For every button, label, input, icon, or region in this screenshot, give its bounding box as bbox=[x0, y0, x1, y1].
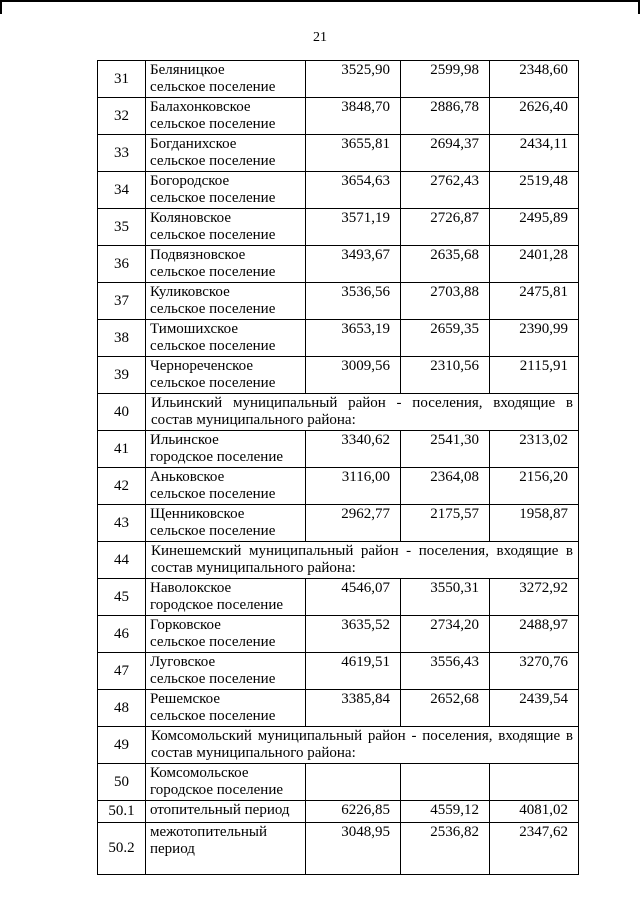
settlement-name-line2: сельское поселение bbox=[150, 375, 276, 391]
row-number-cell: 50.2 bbox=[98, 823, 146, 875]
settlement-name-line1: Горковское bbox=[150, 617, 221, 633]
tariff-value-cell: 4619,51 bbox=[306, 653, 401, 690]
row-number-cell: 45 bbox=[98, 579, 146, 616]
settlement-name-line2: городское поселение bbox=[150, 597, 284, 613]
tariff-value-cell: 2488,97 bbox=[490, 616, 579, 653]
table-row bbox=[98, 823, 579, 875]
tariff-value-cell: 3272,92 bbox=[490, 579, 579, 616]
settlement-name-cell bbox=[146, 653, 306, 690]
tariff-value-cell: 3525,90 bbox=[306, 61, 401, 98]
settlement-name-cell bbox=[146, 468, 306, 505]
tariff-value-cell: 2694,37 bbox=[401, 135, 490, 172]
tariff-value-cell: 2348,60 bbox=[490, 61, 579, 98]
settlement-name-line1: Богородское bbox=[150, 173, 230, 189]
tariff-value-cell: 3270,76 bbox=[490, 653, 579, 690]
table-row bbox=[98, 542, 579, 579]
tariff-value-cell: 2659,35 bbox=[401, 320, 490, 357]
row-number-cell: 43 bbox=[98, 505, 146, 542]
settlement-name-cell bbox=[146, 357, 306, 394]
row-number-cell: 50 bbox=[98, 764, 146, 801]
settlement-name-line1: Луговское bbox=[150, 654, 216, 670]
tariff-value-cell: 3009,56 bbox=[306, 357, 401, 394]
tariff-value-cell: 6226,85 bbox=[306, 801, 401, 823]
table-row bbox=[98, 616, 579, 653]
tariff-value-cell: 2762,43 bbox=[401, 172, 490, 209]
settlement-name-line1: отопительный период bbox=[150, 802, 290, 818]
row-number-cell: 40 bbox=[98, 394, 146, 431]
table-row bbox=[98, 357, 579, 394]
tariff-value-cell: 2536,82 bbox=[401, 823, 490, 875]
settlement-name-line1: Куликовское bbox=[150, 284, 230, 300]
tariff-value-cell: 3653,19 bbox=[306, 320, 401, 357]
tariff-value-cell: 2626,40 bbox=[490, 98, 579, 135]
tariff-value-cell: 4559,12 bbox=[401, 801, 490, 823]
tariff-value-cell: 2962,77 bbox=[306, 505, 401, 542]
page-edge-left-tick bbox=[0, 0, 2, 14]
tariff-value-cell: 2635,68 bbox=[401, 246, 490, 283]
settlement-name-line2: сельское поселение bbox=[150, 338, 276, 354]
tariff-value-cell: 3116,00 bbox=[306, 468, 401, 505]
settlement-name-line1: Тимошихское bbox=[150, 321, 238, 337]
tariff-value-cell: 1958,87 bbox=[490, 505, 579, 542]
table-row bbox=[98, 98, 579, 135]
row-number-cell: 36 bbox=[98, 246, 146, 283]
table-row bbox=[98, 61, 579, 98]
settlement-name-line2: сельское поселение bbox=[150, 708, 276, 724]
tariff-value-cell: 2347,62 bbox=[490, 823, 579, 875]
settlement-name-line2: сельское поселение bbox=[150, 227, 276, 243]
tariff-value-cell: 3340,62 bbox=[306, 431, 401, 468]
settlement-name-line2: сельское поселение bbox=[150, 79, 276, 95]
tariff-value-cell: 2364,08 bbox=[401, 468, 490, 505]
row-number-cell: 37 bbox=[98, 283, 146, 320]
tariff-value-cell: 2475,81 bbox=[490, 283, 579, 320]
settlement-name-line2: сельское поселение bbox=[150, 116, 276, 132]
tariff-value-cell bbox=[401, 764, 490, 801]
settlement-name-line1: Балахонковское bbox=[150, 99, 251, 115]
row-number-cell: 42 bbox=[98, 468, 146, 505]
settlement-name-line2: сельское поселение bbox=[150, 264, 276, 280]
settlement-name-line2: городское поселение bbox=[150, 449, 284, 465]
tariff-value-cell: 3848,70 bbox=[306, 98, 401, 135]
settlement-name-line1: Богданихское bbox=[150, 136, 237, 152]
tariff-value-cell: 3048,95 bbox=[306, 823, 401, 875]
tariff-value-cell: 3654,63 bbox=[306, 172, 401, 209]
tariff-value-cell: 2734,20 bbox=[401, 616, 490, 653]
tariff-value-cell: 3536,56 bbox=[306, 283, 401, 320]
settlement-name-line1: Подвязновское bbox=[150, 247, 246, 263]
tariff-value-cell: 3655,81 bbox=[306, 135, 401, 172]
settlement-name-line1: Чернореченское bbox=[150, 358, 253, 374]
table-row bbox=[98, 764, 579, 801]
table-row bbox=[98, 690, 579, 727]
settlement-name-cell bbox=[146, 246, 306, 283]
settlement-name-line1: Комсомольское bbox=[150, 765, 249, 781]
settlement-name-cell bbox=[146, 801, 306, 823]
settlement-name-line2: сельское поселение bbox=[150, 671, 276, 687]
settlement-name-cell bbox=[146, 616, 306, 653]
tariff-value-cell bbox=[306, 764, 401, 801]
row-number-cell: 46 bbox=[98, 616, 146, 653]
tariff-table-body bbox=[98, 61, 579, 875]
settlement-name-cell bbox=[146, 690, 306, 727]
page-number: 21 bbox=[313, 30, 327, 45]
table-row bbox=[98, 727, 579, 764]
table-row bbox=[98, 468, 579, 505]
settlement-name-line2: сельское поселение bbox=[150, 190, 276, 206]
settlement-name-line2: период bbox=[150, 841, 195, 857]
settlement-name-line1: Беляницкое bbox=[150, 62, 225, 78]
row-number-cell: 32 bbox=[98, 98, 146, 135]
settlement-name-cell bbox=[146, 283, 306, 320]
tariff-value-cell: 2156,20 bbox=[490, 468, 579, 505]
tariff-value-cell: 2175,57 bbox=[401, 505, 490, 542]
tariff-value-cell: 2599,98 bbox=[401, 61, 490, 98]
tariff-table bbox=[97, 60, 579, 875]
settlement-name-line1: межотопительный bbox=[150, 824, 268, 840]
settlement-name-line2: сельское поселение bbox=[150, 486, 276, 502]
row-number-cell: 38 bbox=[98, 320, 146, 357]
table-row bbox=[98, 320, 579, 357]
row-number-cell: 39 bbox=[98, 357, 146, 394]
settlement-name-cell bbox=[146, 61, 306, 98]
settlement-name-line1: Наволокское bbox=[150, 580, 232, 596]
tariff-value-cell: 2434,11 bbox=[490, 135, 579, 172]
tariff-value-cell: 2886,78 bbox=[401, 98, 490, 135]
table-row bbox=[98, 246, 579, 283]
district-header-cell: Кинешемский муниципальный район - поселения, входящие в состав муниципального района: bbox=[146, 542, 579, 579]
table-row bbox=[98, 283, 579, 320]
table-row bbox=[98, 801, 579, 823]
row-number-cell: 44 bbox=[98, 542, 146, 579]
tariff-value-cell: 2726,87 bbox=[401, 209, 490, 246]
settlement-name-line1: Коляновское bbox=[150, 210, 231, 226]
tariff-value-cell: 3493,67 bbox=[306, 246, 401, 283]
table-row bbox=[98, 394, 579, 431]
tariff-value-cell: 2652,68 bbox=[401, 690, 490, 727]
settlement-name-line1: Решемское bbox=[150, 691, 221, 707]
settlement-name-cell bbox=[146, 209, 306, 246]
table-row bbox=[98, 135, 579, 172]
settlement-name-line1: Щенниковское bbox=[150, 506, 245, 522]
row-number-cell: 31 bbox=[98, 61, 146, 98]
row-number-cell: 33 bbox=[98, 135, 146, 172]
settlement-name-line2: сельское поселение bbox=[150, 301, 276, 317]
row-number-cell: 49 bbox=[98, 727, 146, 764]
settlement-name-line2: сельское поселение bbox=[150, 153, 276, 169]
tariff-value-cell: 3550,31 bbox=[401, 579, 490, 616]
settlement-name-line2: сельское поселение bbox=[150, 634, 276, 650]
settlement-name-line1: Аньковское bbox=[150, 469, 225, 485]
tariff-value-cell bbox=[490, 764, 579, 801]
settlement-name-cell bbox=[146, 431, 306, 468]
settlement-name-line2: городское поселение bbox=[150, 782, 284, 798]
settlement-name-cell bbox=[146, 505, 306, 542]
settlement-name-cell bbox=[146, 98, 306, 135]
settlement-name-cell bbox=[146, 135, 306, 172]
tariff-value-cell: 2495,89 bbox=[490, 209, 579, 246]
district-header-cell: Ильинский муниципальный район - поселения, входящие в состав муниципального района: bbox=[146, 394, 579, 431]
row-number-cell: 41 bbox=[98, 431, 146, 468]
row-number-cell: 50.1 bbox=[98, 801, 146, 823]
tariff-value-cell: 2541,30 bbox=[401, 431, 490, 468]
tariff-value-cell: 2703,88 bbox=[401, 283, 490, 320]
table-row bbox=[98, 172, 579, 209]
tariff-value-cell: 2115,91 bbox=[490, 357, 579, 394]
settlement-name-line1: Ильинское bbox=[150, 432, 219, 448]
row-number-cell: 47 bbox=[98, 653, 146, 690]
tariff-value-cell: 2439,54 bbox=[490, 690, 579, 727]
tariff-value-cell: 2313,02 bbox=[490, 431, 579, 468]
district-header-cell: Комсомольский муниципальный район - поселения, входящие в состав муниципального района: bbox=[146, 727, 579, 764]
table-row bbox=[98, 431, 579, 468]
settlement-name-cell bbox=[146, 823, 306, 875]
settlement-name-cell bbox=[146, 172, 306, 209]
tariff-value-cell: 2310,56 bbox=[401, 357, 490, 394]
row-number-cell: 35 bbox=[98, 209, 146, 246]
tariff-value-cell: 2390,99 bbox=[490, 320, 579, 357]
tariff-value-cell: 4546,07 bbox=[306, 579, 401, 616]
table-row bbox=[98, 579, 579, 616]
tariff-value-cell: 3385,84 bbox=[306, 690, 401, 727]
table-row bbox=[98, 209, 579, 246]
tariff-value-cell: 4081,02 bbox=[490, 801, 579, 823]
table-row bbox=[98, 653, 579, 690]
tariff-value-cell: 2401,28 bbox=[490, 246, 579, 283]
settlement-name-cell bbox=[146, 764, 306, 801]
tariff-value-cell: 3635,52 bbox=[306, 616, 401, 653]
tariff-value-cell: 3571,19 bbox=[306, 209, 401, 246]
settlement-name-cell bbox=[146, 579, 306, 616]
tariff-value-cell: 2519,48 bbox=[490, 172, 579, 209]
row-number-cell: 48 bbox=[98, 690, 146, 727]
settlement-name-cell bbox=[146, 320, 306, 357]
table-row bbox=[98, 505, 579, 542]
page-edge-top-line bbox=[0, 0, 640, 2]
row-number-cell: 34 bbox=[98, 172, 146, 209]
tariff-value-cell: 3556,43 bbox=[401, 653, 490, 690]
settlement-name-line2: сельское поселение bbox=[150, 523, 276, 539]
